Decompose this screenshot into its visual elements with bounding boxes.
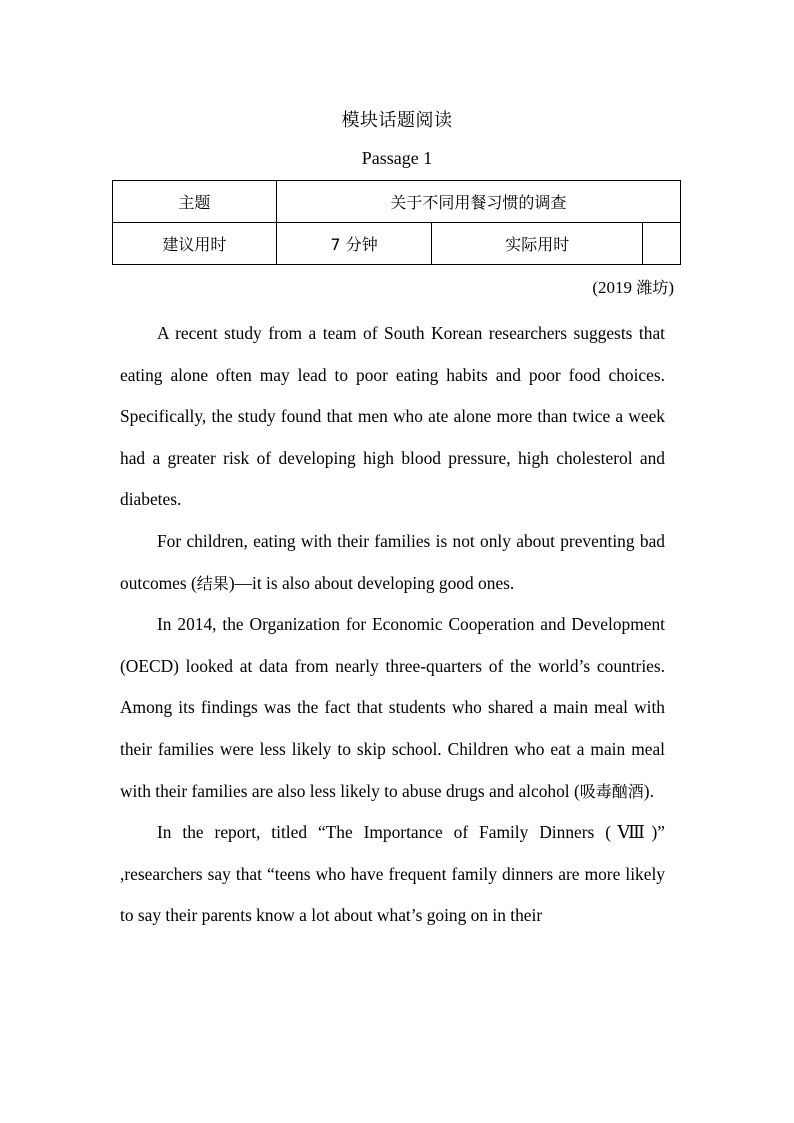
source-place: 潍坊 (636, 278, 669, 297)
info-table (112, 180, 681, 265)
source-close: ) (668, 278, 674, 297)
paragraph-2-gloss: 结果 (196, 573, 229, 593)
topic-label-cell: 主题 (113, 181, 277, 223)
paragraph-3-gloss: 吸毒酗酒 (579, 781, 644, 801)
paragraph-3 (120, 604, 665, 812)
time-row (113, 223, 681, 265)
source-citation (592, 275, 674, 298)
paragraph-3-text-b: ). (643, 780, 654, 801)
source-year: (2019 (592, 278, 633, 297)
passage-body (120, 313, 665, 937)
paragraph-4: In the report, titled “The Importance of Family Dinners (Ⅷ)” ,researchers say that “teens who have frequent family dinners are more likely to say their parents know a lot about what’s going on in their (120, 822, 665, 926)
suggested-time-value-cell: 7 分钟 (276, 223, 432, 265)
topic-row (113, 181, 681, 223)
passage-label: Passage 1 (361, 148, 433, 168)
paragraph-2-text-b: )—it is also about developing good ones. (228, 572, 515, 593)
paragraph-2 (120, 521, 665, 604)
paragraph-1: A recent study from a team of South Korean researchers suggests that eating alone often may lead to poor eating habits and poor food choices. Specifically, the study found that men who ate alone more than twice a week had a greater risk of developing high blood pressure, high cholesterol and diabetes. (120, 323, 665, 510)
topic-value-cell: 关于不同用餐习惯的调查 (276, 181, 680, 223)
suggested-time-label-cell: 建议用时 (113, 223, 277, 265)
paragraph-2-text-a: For children, eating with their families is not only about preventing bad outcomes ( (120, 530, 665, 593)
module-title: 模块话题阅读 (341, 110, 453, 131)
actual-time-label-cell: 实际用时 (432, 223, 643, 265)
actual-time-value-cell (643, 223, 681, 265)
paragraph-3-text-a: In 2014, the Organization for Economic Cooperation and Development (OECD) looked at data from nearly three-quarters of the world’s countries. Among its findings was the fact that students who shared a main meal with their families were less likely to skip school. Children who eat a main meal with their families are also less likely to abuse drugs and alcohol ( (120, 614, 665, 801)
